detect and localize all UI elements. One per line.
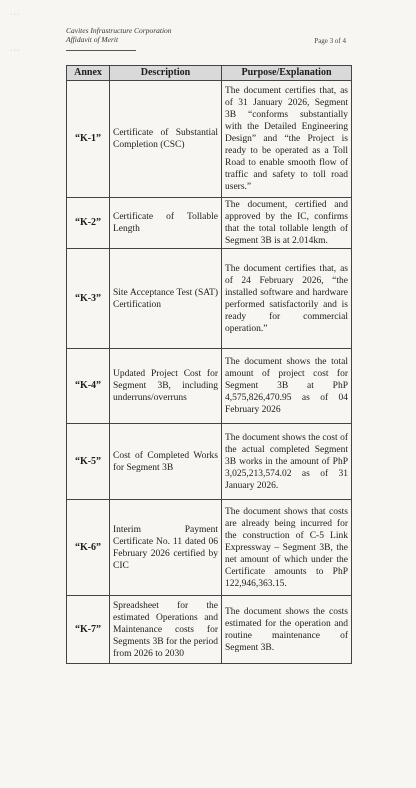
header-rule (66, 50, 136, 51)
document-title: Affidavit of Merit (66, 35, 119, 44)
table-row (67, 424, 352, 500)
description-cell: Interim Payment Certificate No. 11 dated 06 February 2026 certified by CIC (110, 500, 222, 596)
annex-cell: “K-2” (67, 198, 110, 249)
table-row (67, 349, 352, 424)
purpose-cell: The document certifies that, as of 31 January 2026, Segment 3B “conforms substantially with the Detailed Engineering Design” and “the Project is ready to be operated as a Toll Road to enable smooth flow of traffic and safety to toll road users.” (222, 81, 352, 198)
annex-cell: “K-4” (67, 349, 110, 424)
purpose-cell: The document, certified and approved by the IC, confirms that the total tollable length of Segment 3B is at 2.014km. (222, 198, 352, 249)
annex-cell: “K-6” (67, 500, 110, 596)
annex-cell: “K-5” (67, 424, 110, 500)
column-header-annex: Annex (67, 66, 110, 81)
description-cell: Cost of Completed Works for Segment 3B (110, 424, 222, 500)
description-cell: Updated Project Cost for Segment 3B, including underruns/overruns (110, 349, 222, 424)
column-header-purpose: Purpose/Explanation (222, 66, 352, 81)
description-cell: Spreadsheet for the estimated Operations and Maintenance costs for Segments 3B for the period from 2026 to 2030 (110, 596, 222, 664)
column-header-description: Description (110, 66, 222, 81)
annex-cell: “K-1” (67, 81, 110, 198)
purpose-cell: The document certifies that, as of 24 February 2026, “the installed software and hardware performed satisfactorily and is ready for commercial operation.” (222, 249, 352, 349)
table-header-row (67, 66, 352, 81)
table-row (67, 596, 352, 664)
document-header (66, 26, 172, 44)
table-row (67, 500, 352, 596)
purpose-cell: The document shows that costs are already being incurred for the construction of C-5 Link Expressway – Segment 3B, the net amount of which under the Certificate amounts to PhP 122,946,363.15. (222, 500, 352, 596)
table-row (67, 249, 352, 349)
table-row (67, 81, 352, 198)
description-cell: Site Acceptance Test (SAT) Certification (110, 249, 222, 349)
annex-cell: “K-3” (67, 249, 110, 349)
annex-cell: “K-7” (67, 596, 110, 664)
company-name: Cavites Infrastructure Corporation (66, 26, 172, 35)
page-number: Page 3 of 4 (314, 37, 346, 45)
margin-mark: · · · (10, 48, 19, 54)
purpose-cell: The document shows the costs estimated for the operation and routine maintenance of Segment 3B. (222, 596, 352, 664)
purpose-cell: The document shows the total amount of project cost for Segment 3B at PhP 4,575,826,470.95 as of 04 February 2026 (222, 349, 352, 424)
annex-table (66, 65, 352, 664)
description-cell: Certificate of Tollable Length (110, 198, 222, 249)
description-cell: Certificate of Substantial Completion (CSC) (110, 81, 222, 198)
margin-mark: · · · (10, 12, 19, 18)
purpose-cell: The document shows the cost of the actual completed Segment 3B works in the amount of PhP 3,025,213,574.02 as of 31 January 2026. (222, 424, 352, 500)
table-row (67, 198, 352, 249)
